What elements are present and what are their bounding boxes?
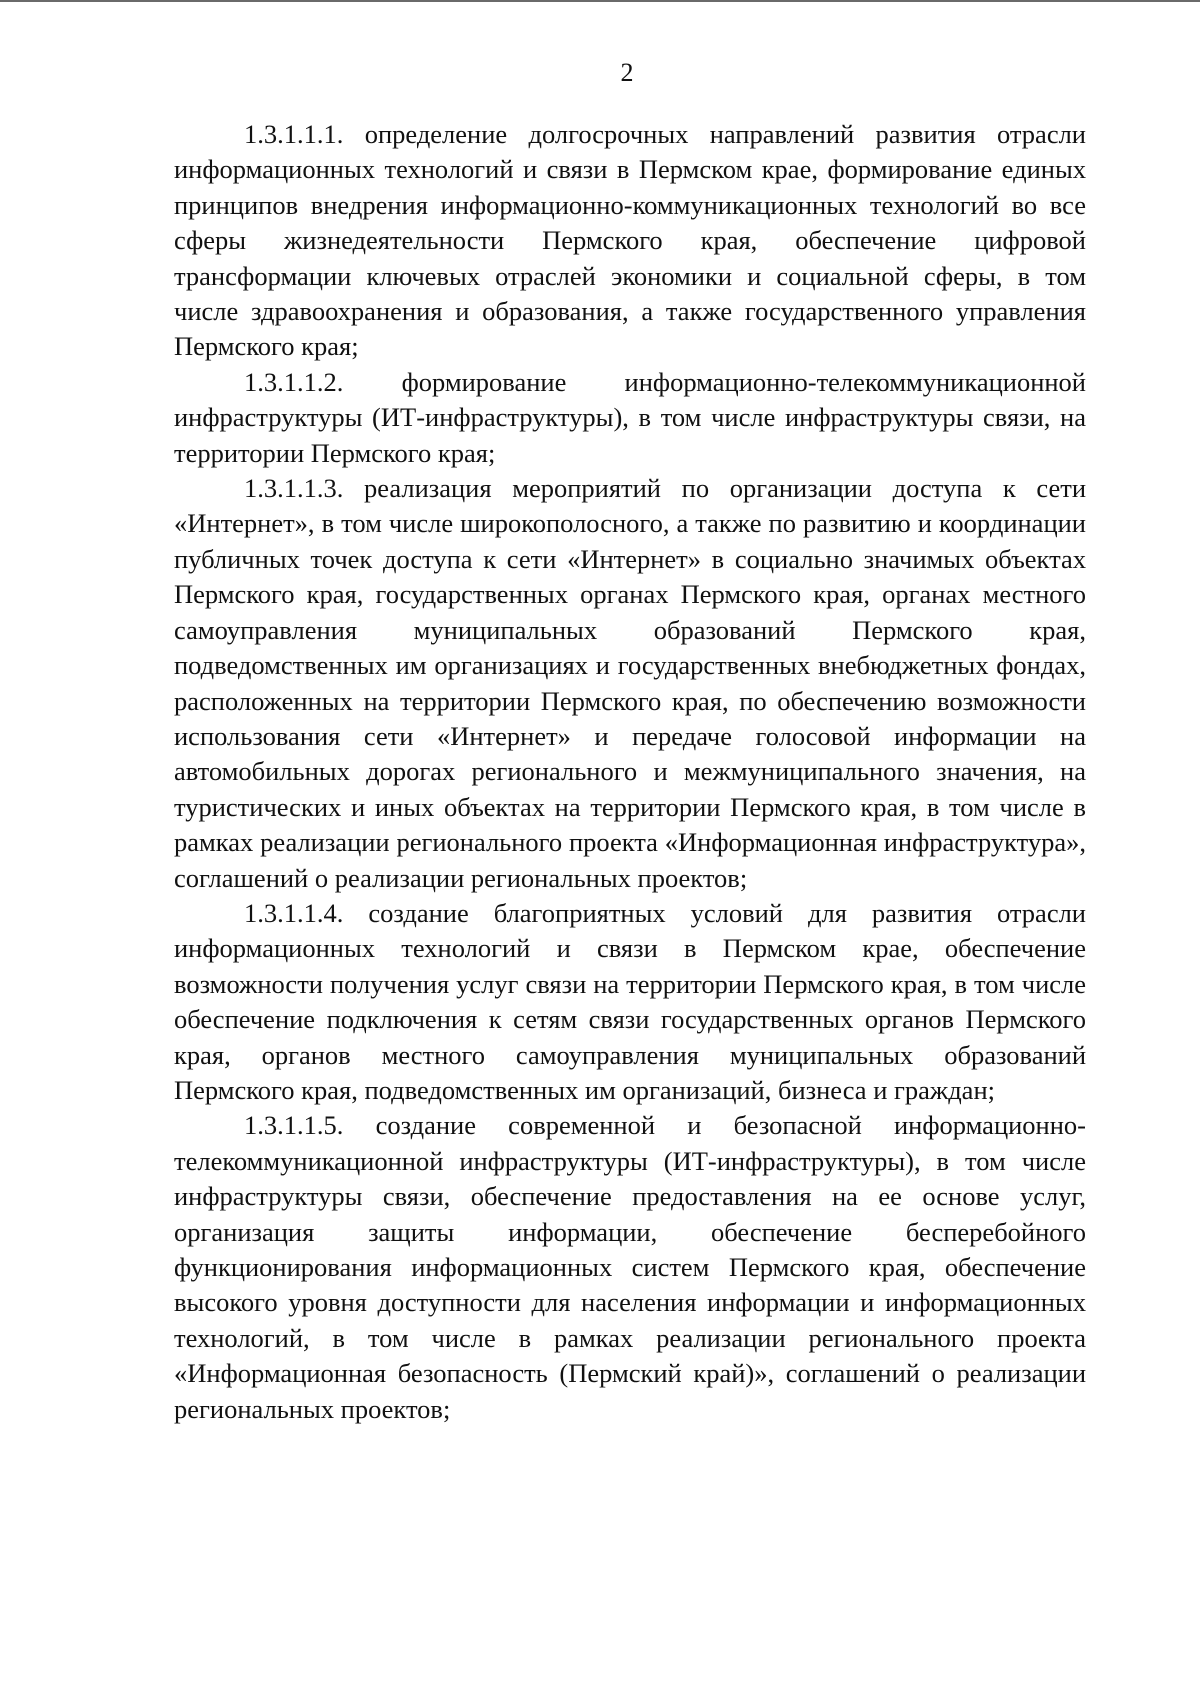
paragraph-number: 1.3.1.1.2. <box>244 366 344 397</box>
page-number: 2 <box>620 58 634 87</box>
paragraph-text: определение долгосрочных направлений развития отрасли информационных технологий и связи в Пермском крае, формирование единых принципов внедрения информационно-коммуникационных технологий во все сферы жизнедеятельности Пермского края, обеспечение цифровой трансформации ключевых отраслей экономики и социальной сферы, в том числе здравоохранения и образования, а также государственного управления Пермского края; <box>174 119 1086 362</box>
paragraph-text: создание благоприятных условий для развития отрасли информационных технологий и связи в Пермском крае, обеспечение возможности получения услуг связи на территории Пермского края, в том числе обеспечение подключения к сетям связи государственных органов Пермского края, органов местного самоуправления муниципальных образований Пермского края, подведомственных им организаций, бизнеса и граждан; <box>174 897 1086 1105</box>
paragraph-text: формирование информационно-телекоммуникационной инфраструктуры (ИТ-инфраструктуры), в том числе инфраструктуры связи, на территории Пермского края; <box>174 366 1086 468</box>
top-border-line <box>0 0 1200 2</box>
paragraph-1-3-1-1-5 <box>174 1108 1086 1427</box>
paragraph-number: 1.3.1.1.4. <box>244 897 344 928</box>
paragraph-text: реализация мероприятий по организации доступа к сети «Интернет», в том числе широкополосного, а также по развитию и координации публичных точек доступа к сети «Интернет» в социально значимых объектах Пермского края, государственных органах Пермского края, органах местного самоуправления муниципальных образований Пермского края, подведомственных им организациях и государственных внебюджетных фондах, расположенных на территории Пермского края, по обеспечению возможности использования сети «Интернет» и передаче голосовой информации на автомобильных дорогах регионального и межмуниципального значения, на туристических и иных объектах на территории Пермского края, в том числе в рамках реализации регионального проекта «Информационная инфраструктура», соглашений о реализации региональных проектов; <box>174 473 1087 893</box>
paragraph-1-3-1-1-2 <box>174 365 1086 471</box>
paragraph-1-3-1-1-4 <box>174 896 1086 1108</box>
paragraph-1-3-1-1-3 <box>174 471 1086 896</box>
paragraph-number: 1.3.1.1.5. <box>244 1110 344 1141</box>
paragraph-text: создание современной и безопасной информационно-телекоммуникационной инфраструктуры (ИТ-инфраструктуры), в том числе инфраструктуры связи, обеспечение предоставления на ее основе услуг, организация защиты информации, обеспечение бесперебойного функционирования информационных систем Пермского края, обеспечение высокого уровня доступности для населения информации и информационных технологий, в том числе в рамках реализации регионального проекта «Информационная безопасность (Пермский край)», соглашений о реализации региональных проектов; <box>174 1110 1086 1424</box>
paragraph-1-3-1-1-1 <box>174 117 1086 365</box>
paragraph-number: 1.3.1.1.1. <box>244 119 344 149</box>
paragraph-number: 1.3.1.1.3. <box>244 473 344 504</box>
document-body <box>174 117 1086 1427</box>
